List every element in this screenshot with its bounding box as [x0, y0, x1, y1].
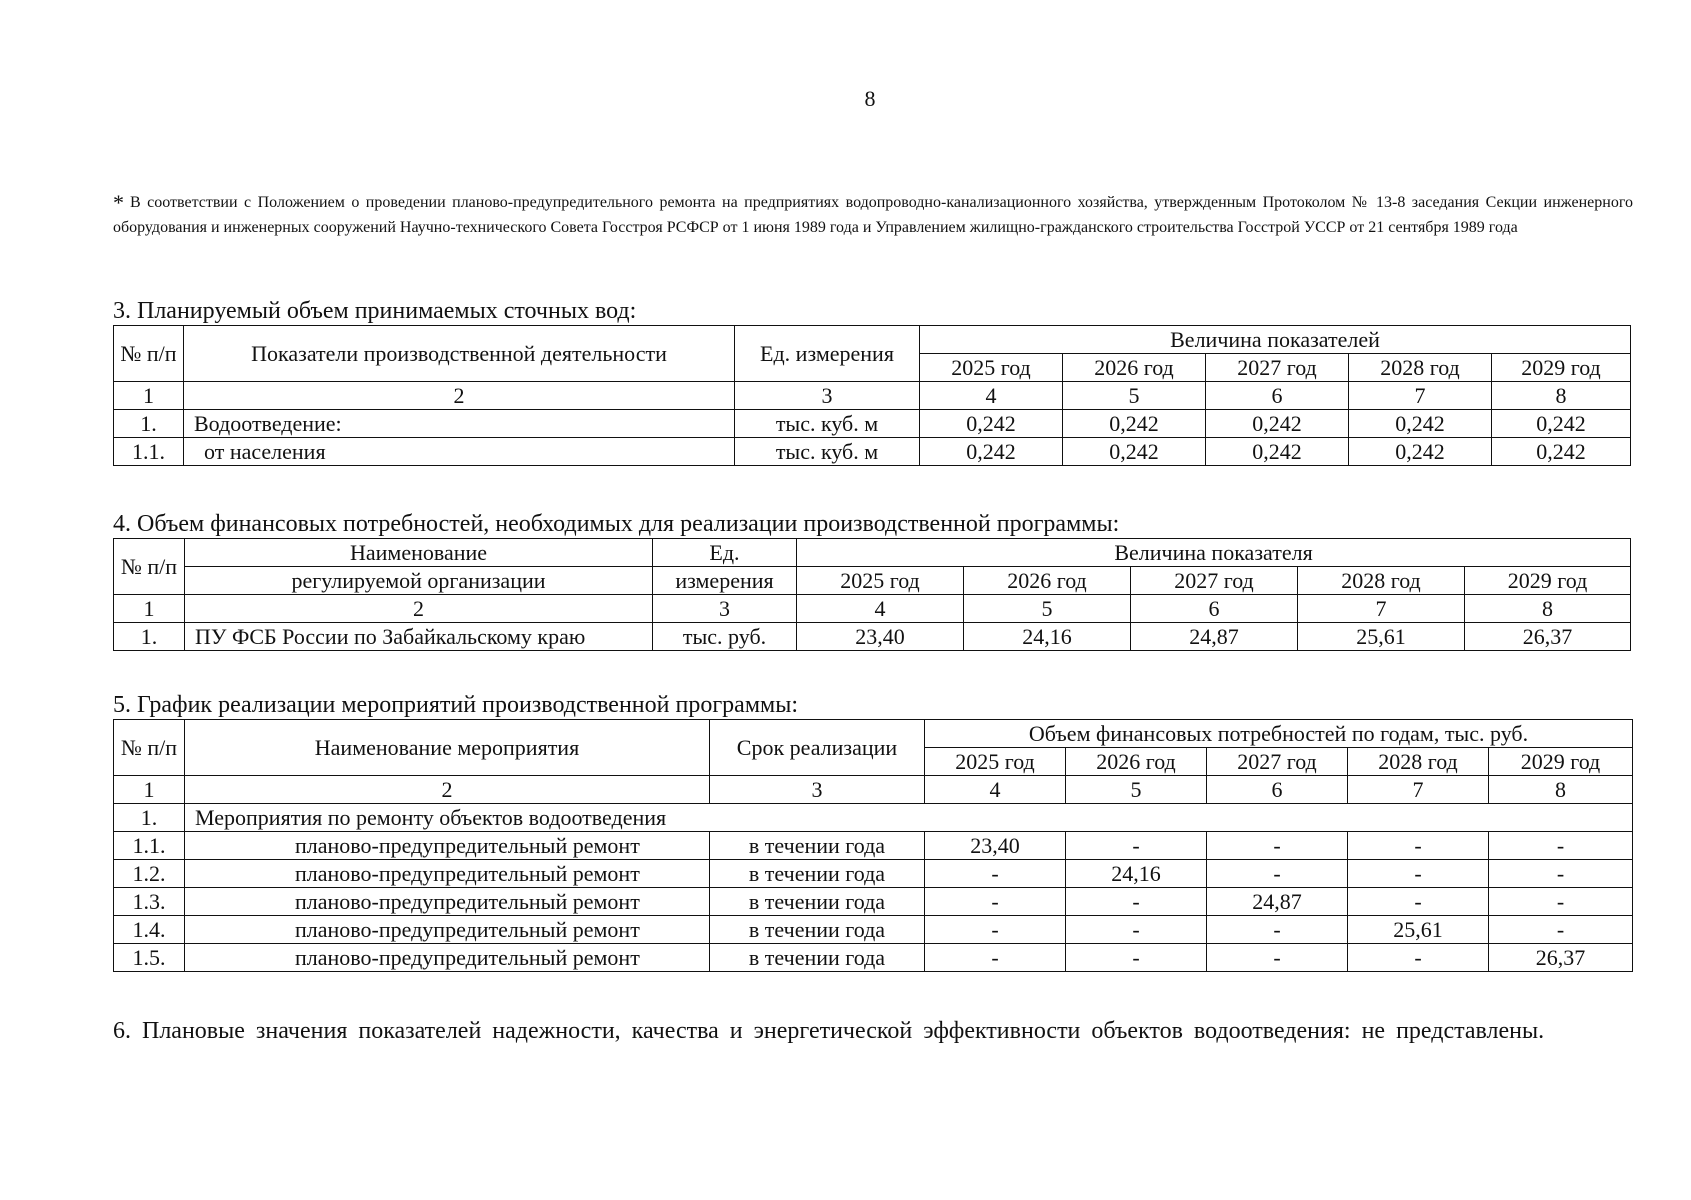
- row-num: 1.: [114, 623, 185, 651]
- row-unit: тыс. куб. м: [735, 410, 920, 438]
- row-value: -: [1489, 832, 1633, 860]
- header-values: Величина показателя: [797, 539, 1631, 567]
- row-term: в течении года: [710, 888, 925, 916]
- header-year: 2027 год: [1207, 748, 1348, 776]
- row-value: 0,242: [1063, 438, 1206, 466]
- row-value: -: [1348, 944, 1489, 972]
- column-number-row: [114, 776, 1633, 804]
- row-name: планово-предупредительный ремонт: [185, 832, 710, 860]
- header-year: 2025 год: [925, 748, 1066, 776]
- header-year: 2027 год: [1206, 354, 1349, 382]
- column-number: 3: [710, 776, 925, 804]
- row-value: -: [925, 944, 1066, 972]
- section-4-title: 4. Объем финансовых потребностей, необходимых для реализации производственной программы:: [113, 511, 1120, 537]
- header-year: 2025 год: [797, 567, 964, 595]
- table-row: [114, 832, 1633, 860]
- row-value: -: [925, 860, 1066, 888]
- row-value: 24,16: [964, 623, 1131, 651]
- header-unit-line2: измерения: [653, 567, 797, 595]
- row-value: 26,37: [1465, 623, 1631, 651]
- header-year: 2029 год: [1489, 748, 1633, 776]
- row-num: 1.4.: [114, 916, 185, 944]
- column-number: 8: [1492, 382, 1631, 410]
- financial-needs-table: [113, 538, 1631, 651]
- row-num: 1.5.: [114, 944, 185, 972]
- column-number: 1: [114, 595, 185, 623]
- row-value: 0,242: [1206, 438, 1349, 466]
- row-value: -: [1489, 888, 1633, 916]
- column-number: 4: [797, 595, 964, 623]
- row-term: в течении года: [710, 832, 925, 860]
- section-3-title: 3. Планируемый объем принимаемых сточных вод:: [113, 298, 637, 324]
- table-row: [114, 916, 1633, 944]
- table-row: [114, 623, 1631, 651]
- column-number-row: [114, 382, 1631, 410]
- row-value: -: [1207, 832, 1348, 860]
- row-num: 1.2.: [114, 860, 185, 888]
- column-number: 5: [1063, 382, 1206, 410]
- row-value: -: [1348, 888, 1489, 916]
- row-name: планово-предупредительный ремонт: [185, 888, 710, 916]
- header-values: Величина показателей: [920, 326, 1631, 354]
- row-term: в течении года: [710, 860, 925, 888]
- table-row: [114, 860, 1633, 888]
- row-value: 0,242: [1349, 410, 1492, 438]
- header-year: 2025 год: [920, 354, 1063, 382]
- column-number: 3: [735, 382, 920, 410]
- row-value: 0,242: [1492, 438, 1631, 466]
- row-term: в течении года: [710, 944, 925, 972]
- column-number: 5: [964, 595, 1131, 623]
- row-value: 23,40: [925, 832, 1066, 860]
- header-values: Объем финансовых потребностей по годам, тыс. руб.: [925, 720, 1633, 748]
- group-name: Мероприятия по ремонту объектов водоотведения: [185, 804, 1633, 832]
- row-num: 1.: [114, 410, 184, 438]
- header-num: № п/п: [114, 720, 185, 776]
- row-value: -: [1348, 860, 1489, 888]
- row-value: -: [1348, 832, 1489, 860]
- column-number: 2: [184, 382, 735, 410]
- row-unit: тыс. руб.: [653, 623, 797, 651]
- row-name: планово-предупредительный ремонт: [185, 944, 710, 972]
- header-year: 2029 год: [1465, 567, 1631, 595]
- column-number-row: [114, 595, 1631, 623]
- header-num: № п/п: [114, 326, 184, 382]
- column-number: 6: [1131, 595, 1298, 623]
- row-name: планово-предупредительный ремонт: [185, 860, 710, 888]
- group-row: [114, 804, 1633, 832]
- header-year: 2028 год: [1348, 748, 1489, 776]
- column-number: 4: [925, 776, 1066, 804]
- wastewater-volume-table: [113, 325, 1631, 466]
- row-num: 1.3.: [114, 888, 185, 916]
- header-year: 2026 год: [1066, 748, 1207, 776]
- row-value: -: [1066, 888, 1207, 916]
- row-value: -: [1207, 916, 1348, 944]
- header-year: 2027 год: [1131, 567, 1298, 595]
- table-row: [114, 438, 1631, 466]
- footnote-star: *: [113, 190, 124, 215]
- header-year: 2028 год: [1349, 354, 1492, 382]
- row-value: -: [1489, 860, 1633, 888]
- row-name: от населения: [184, 438, 735, 466]
- column-number: 7: [1349, 382, 1492, 410]
- footnote-text: В соответствии с Положением о проведении планово-предупредительного ремонта на предприятиях водопроводно-канализационного хозяйства, утвержденным Протоколом № 13-8 заседания Секции инженерного оборудования и инженерных сооружений Научно-технического Совета Госстроя РСФСР от 1 июня 1989 года и Управлением жилищно-гражданского строительства Госстрой УССР от 21 сентября 1989 года: [113, 194, 1633, 236]
- column-number: 4: [920, 382, 1063, 410]
- column-number: 8: [1465, 595, 1631, 623]
- section-5-title: 5. График реализации мероприятий производственной программы:: [113, 692, 798, 718]
- footnote: [113, 190, 1633, 240]
- row-value: 0,242: [1206, 410, 1349, 438]
- header-name: Наименование мероприятия: [185, 720, 710, 776]
- row-num: 1.: [114, 804, 185, 832]
- column-number: 2: [185, 776, 710, 804]
- column-number: 8: [1489, 776, 1633, 804]
- row-unit: тыс. куб. м: [735, 438, 920, 466]
- column-number: 1: [114, 382, 184, 410]
- row-name: ПУ ФСБ России по Забайкальскому краю: [185, 623, 653, 651]
- header-name-line1: Наименование: [185, 539, 653, 567]
- header-name-line2: регулируемой организации: [185, 567, 653, 595]
- header-year: 2029 год: [1492, 354, 1631, 382]
- row-value: 24,87: [1131, 623, 1298, 651]
- column-number: 3: [653, 595, 797, 623]
- row-value: 23,40: [797, 623, 964, 651]
- section-6-text: 6. Плановые значения показателей надежности, качества и энергетической эффективности объектов водоотведения: не представлены.: [113, 1018, 1545, 1044]
- header-year: 2028 год: [1298, 567, 1465, 595]
- column-number: 7: [1348, 776, 1489, 804]
- table-row: [114, 944, 1633, 972]
- row-value: -: [1066, 916, 1207, 944]
- column-number: 6: [1206, 382, 1349, 410]
- row-value: 25,61: [1298, 623, 1465, 651]
- header-indicator: Показатели производственной деятельности: [184, 326, 735, 382]
- row-value: 24,87: [1207, 888, 1348, 916]
- row-num: 1.1.: [114, 438, 184, 466]
- header-unit-line1: Ед.: [653, 539, 797, 567]
- header-num: № п/п: [114, 539, 185, 595]
- row-value: 0,242: [920, 438, 1063, 466]
- row-value: 25,61: [1348, 916, 1489, 944]
- column-number: 5: [1066, 776, 1207, 804]
- table-row: [114, 888, 1633, 916]
- row-value: 24,16: [1066, 860, 1207, 888]
- row-term: в течении года: [710, 916, 925, 944]
- row-value: -: [925, 888, 1066, 916]
- schedule-table: [113, 719, 1633, 972]
- row-value: -: [1207, 860, 1348, 888]
- row-name: Водоотведение:: [184, 410, 735, 438]
- row-num: 1.1.: [114, 832, 185, 860]
- row-value: -: [1207, 944, 1348, 972]
- row-value: 0,242: [1063, 410, 1206, 438]
- row-value: -: [1066, 832, 1207, 860]
- page-number: 8: [864, 86, 876, 111]
- header-year: 2026 год: [964, 567, 1131, 595]
- header-year: 2026 год: [1063, 354, 1206, 382]
- row-value: -: [1066, 944, 1207, 972]
- row-value: -: [925, 916, 1066, 944]
- header-term: Срок реализации: [710, 720, 925, 776]
- row-name: планово-предупредительный ремонт: [185, 916, 710, 944]
- column-number: 2: [185, 595, 653, 623]
- row-value: 0,242: [1492, 410, 1631, 438]
- table-row: [114, 410, 1631, 438]
- row-value: 0,242: [1349, 438, 1492, 466]
- row-value: 0,242: [920, 410, 1063, 438]
- row-value: -: [1489, 916, 1633, 944]
- row-value: 26,37: [1489, 944, 1633, 972]
- column-number: 7: [1298, 595, 1465, 623]
- column-number: 1: [114, 776, 185, 804]
- column-number: 6: [1207, 776, 1348, 804]
- header-unit: Ед. измерения: [735, 326, 920, 382]
